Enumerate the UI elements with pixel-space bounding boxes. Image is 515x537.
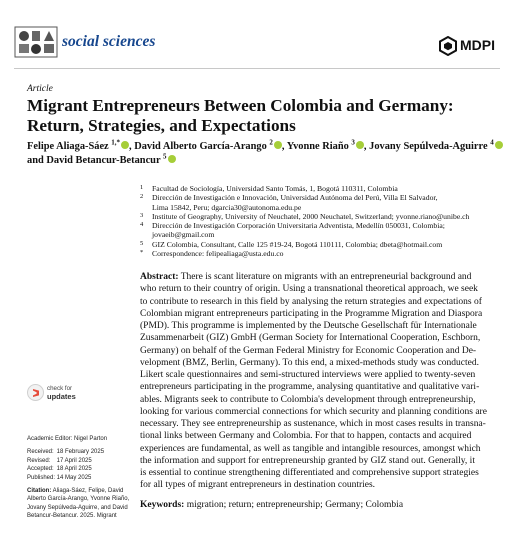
affiliation-mark: 4 — [140, 221, 144, 229]
keywords-label: Keywords: — [140, 500, 185, 510]
check-for-updates-line1: check for — [47, 385, 73, 392]
title-line: Return, Strategies, and Expectations — [27, 116, 296, 135]
authors-and: and — [27, 154, 44, 166]
affiliation-text: Dirección de Investigación Corporación Universitaria Adventista, Medellín 050031, Colombia; — [152, 221, 445, 231]
orcid-icon[interactable] — [356, 141, 364, 149]
abstract-line: is essential to continue strengthening differentiated and comprehensive support strategies — [140, 468, 479, 478]
affiliation-item — [140, 221, 500, 240]
date-value: 14 May 2025 — [56, 474, 92, 481]
keywords-text: migration; return; entrepreneurship; Germany; Colombia — [186, 500, 404, 510]
author-affiliation-mark: 5 — [163, 152, 167, 161]
academic-editor: Academic Editor: Nigel Parton — [27, 436, 108, 442]
abstract-line: the information and support for entrepreneurship granted by GIZ stand out. Generally, it — [140, 455, 475, 466]
author-name[interactable]: David Alberto García-Arango — [134, 141, 267, 152]
date-published — [27, 474, 135, 482]
orcid-icon[interactable] — [495, 141, 503, 149]
affiliation-text: Facultad de Sociología, Universidad Santo Tomás, 1, Bogotá 110311, Colombia — [152, 184, 398, 193]
journal-logo — [14, 26, 58, 58]
abstract-line: for all types of migrant entrepreneurs in destination countries. — [140, 480, 376, 491]
article-type: Article — [27, 84, 53, 94]
abstract-line: There is scant literature on migrants with an entrepreneurial background and — [180, 272, 472, 282]
affiliation-item — [140, 193, 500, 212]
mdpi-logo-icon — [438, 36, 458, 56]
date-received — [27, 448, 135, 456]
affiliation-mark: * — [140, 249, 144, 257]
date-label: Revised: — [27, 457, 51, 464]
affiliation-text[interactable]: GIZ Colombia, Consultant, Calle 125 #19-24, Bogotá 110111, Colombia; dbeta@hotmail.com — [152, 239, 443, 249]
check-for-updates-badge[interactable] — [27, 384, 95, 406]
author-affiliation-mark: 2 — [269, 138, 273, 147]
publisher-name: MDPI — [460, 37, 495, 53]
author-name[interactable]: Yvonne Riaño — [286, 141, 349, 152]
abstract-line: to contribute to research in this field by analysing the return strategies and expectations of — [140, 296, 482, 307]
date-revised — [27, 457, 135, 465]
affiliations — [140, 184, 500, 258]
affiliation-item — [140, 240, 500, 249]
author-affiliation-mark: 1,* — [111, 138, 121, 147]
date-value: 17 April 2025 — [56, 457, 92, 464]
affiliation-mark: 2 — [140, 193, 144, 201]
citation-line: Alberto García-Arango, Yvonne Riaño, — [27, 496, 130, 503]
affiliation-item — [140, 184, 500, 193]
correspondence-text[interactable]: Correspondence: felipealiaga@usta.edu.co — [152, 249, 284, 259]
date-label: Received: — [27, 449, 54, 456]
correspondence-item — [140, 249, 500, 258]
affiliation-mark: 3 — [140, 211, 144, 219]
affiliation-text[interactable]: jovaeib@gmail.com — [152, 230, 215, 240]
author-list: Felipe Aliaga-Sáez $^{1,*}$ , David Alberto García-Arango $^2$ , Yvonne Riaño $^3$ , Jovany Sepúlveda-Aguirre $^4$ and David Betancur-Betancur $^5$ — [27, 140, 507, 167]
abstract-line: necessary. They see entrepreneurship as sustenance, which in most cases results in transna- — [140, 419, 486, 429]
author-name[interactable]: Felipe Aliaga-Sáez — [27, 141, 109, 152]
article-side-info — [27, 435, 135, 521]
check-for-updates-icon — [27, 384, 44, 401]
affiliation-text: Dirección de Investigación e Innovación, Universidad Autónoma del Perú, Villa El Salvador, — [152, 193, 438, 203]
orcid-icon[interactable] — [274, 141, 282, 149]
check-for-updates-line2: updates — [47, 392, 76, 401]
affiliation-text[interactable]: Institute of Geography, University of Neuchatel, 2000 Neuchatel, Switzerland; yvonne.riano@unibe.ch — [152, 211, 470, 221]
publisher-logo — [438, 36, 496, 56]
abstract-line: entrepreneurs participating in the programme, analysing quantitative and qualitative vari- — [140, 382, 480, 393]
citation-line: Betancur-Betancur. 2025. Migrant — [27, 513, 117, 520]
author-affiliation-mark: 3 — [351, 138, 355, 147]
date-accepted — [27, 465, 135, 473]
abstract-line: velopment (BMZ, Berlin, Germany). To this end, a mixed-methods study was conducted. — [140, 357, 479, 368]
affiliation-mark: 5 — [140, 239, 144, 247]
journal-name: social sciences — [62, 33, 156, 50]
citation-line: Aliaga-Sáez, Felipe, David — [52, 488, 124, 495]
affiliation-item — [140, 212, 500, 221]
citation-line: Jovany Sepúlveda-Aguirre, and David — [27, 504, 128, 511]
author-name[interactable]: David Betancur-Betancur — [46, 154, 161, 166]
abstract-line: Colombian migrant entrepreneurs participating in the Programme Migration and Diaspora — [140, 308, 483, 319]
abstract-line: Likert scale questionnaires and semi-structured interviews were applied to twenty-seven — [140, 370, 476, 380]
abstract-line: looking for various commercial connections for which security and planning conditions are — [140, 406, 487, 417]
abstract-line: (PMD). This programme is implemented by the Deutsche Gesellschaft für Internationale — [140, 321, 477, 331]
citation-label: Citation: — [27, 488, 52, 495]
date-label: Accepted: — [27, 466, 54, 473]
orcid-icon[interactable] — [168, 155, 176, 163]
abstract-label: Abstract: — [140, 272, 179, 282]
affiliation-mark: 1 — [140, 184, 144, 191]
date-value: 18 February 2025 — [56, 449, 105, 456]
abstract-line: ables. Migrants seek to contribute to Colombia's development through entrepreneurship, — [140, 394, 476, 405]
affiliation-text[interactable]: Lima 15842, Peru; dgarcia30@autonoma.edu.pe — [152, 202, 302, 212]
author-affiliation-mark: 4 — [490, 138, 494, 147]
abstract — [140, 271, 502, 492]
title-line: Migrant Entrepreneurs Between Colombia and Germany: — [27, 96, 454, 115]
author-name[interactable]: Jovany Sepúlveda-Aguirre — [369, 141, 488, 152]
abstract-line: tional links between Germany and Colombia. For that to happen, contacts and acquired — [140, 431, 472, 442]
keywords — [140, 500, 403, 510]
header-divider — [14, 68, 500, 69]
date-value: 18 April 2025 — [56, 466, 92, 473]
article-title — [27, 96, 497, 136]
date-label: Published: — [27, 474, 56, 481]
orcid-icon[interactable] — [121, 141, 129, 149]
abstract-line: Zusammenarbeit (GIZ) GmbH (German Society for International Cooperation, Eschborn, — [140, 333, 481, 344]
abstract-line: Germany) on behalf of the German Federal Ministry for Economic Cooperation and De- — [140, 345, 477, 356]
abstract-line: who return to their country of origin. Using a transnational theoretical approach, we seek — [140, 284, 478, 295]
abstract-line: experiences are fundamental, as well as tangible and intangible resources, amongst which — [140, 443, 481, 454]
